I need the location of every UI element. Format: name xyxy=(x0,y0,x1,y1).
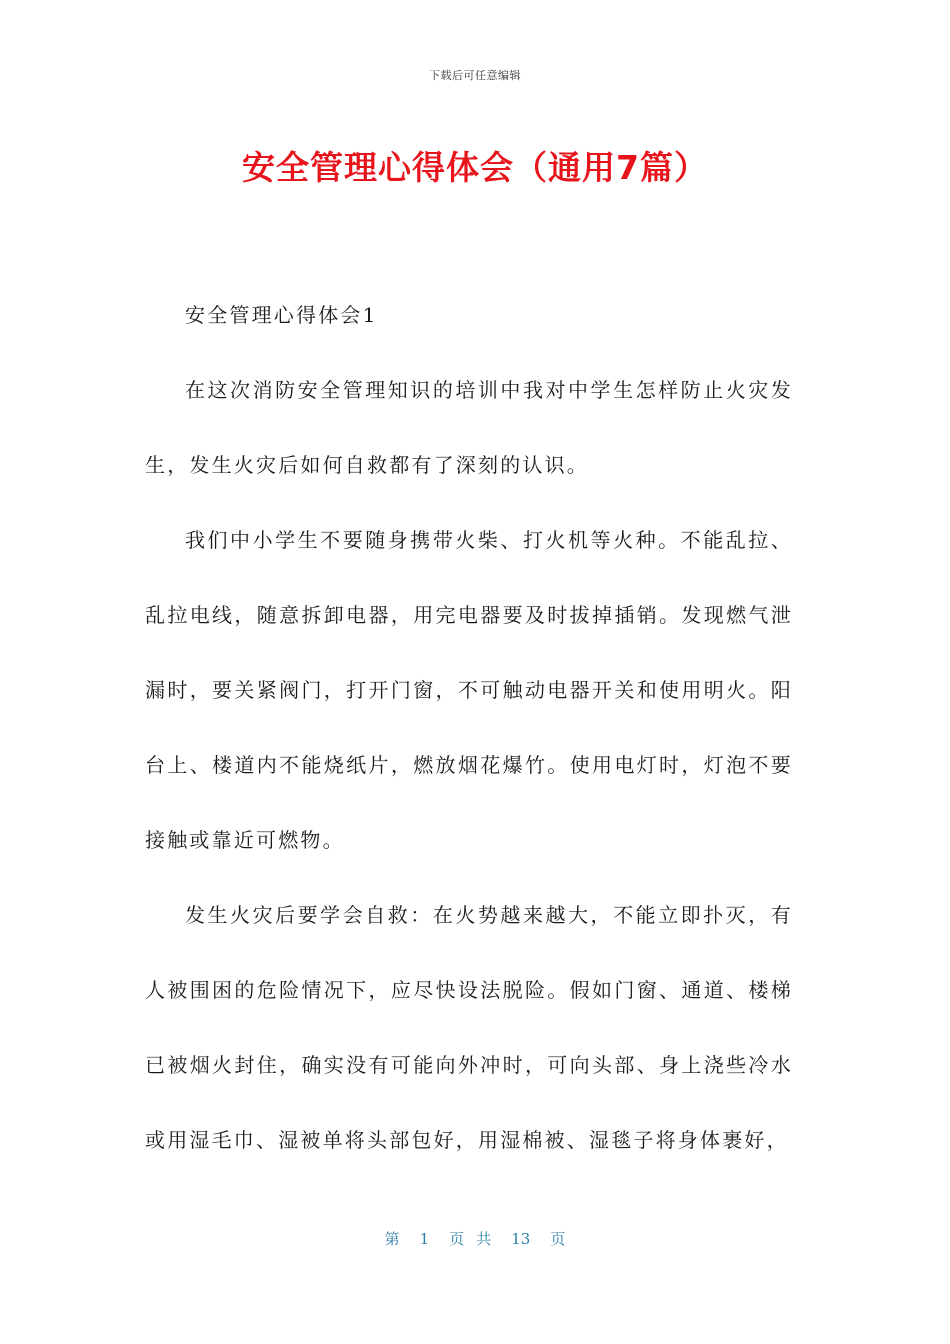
paragraph: 发生火灾后要学会自救：在火势越来越大，不能立即扑灭，有人被围困的危险情况下，应尽快设法脱险。假如门窗、通道、楼梯已被烟火封住，确实没有可能向外冲时，可向头部、身上浇些冷水或用湿毛巾、湿被单将头部包好，用湿棉被、湿毯子将身体裹好， xyxy=(145,903,793,1152)
section-heading: 安全管理心得体会1 xyxy=(185,303,378,327)
footer-page-suffix: 页 xyxy=(449,1230,465,1248)
page-footer xyxy=(0,1228,950,1249)
paragraph: 我们中小学生不要随身携带火柴、打火机等火种。不能乱拉、乱拉电线，随意拆卸电器，用完电器要及时拔掉插销。发现燃气泄漏时，要关紧阀门，打开门窗，不可触动电器开关和使用明火。阳台上、楼道内不能烧纸片，燃放烟花爆竹。使用电灯时，灯泡不要接触或靠近可燃物。 xyxy=(145,528,793,852)
document-body xyxy=(145,278,793,1178)
document-title: 安全管理心得体会（通用7篇） xyxy=(242,148,708,187)
footer-page-number: 1 xyxy=(419,1230,430,1248)
footer-page-prefix: 第 xyxy=(384,1230,400,1248)
paragraph: 在这次消防安全管理知识的培训中我对中学生怎样防止火灾发生，发生火灾后如何自救都有了深刻的认识。 xyxy=(145,378,793,477)
footer-total-suffix: 页 xyxy=(550,1230,566,1248)
footer-total-pages: 13 xyxy=(511,1230,531,1248)
footer-total-prefix: 共 xyxy=(476,1230,492,1248)
header-note: 下载后可任意编辑 xyxy=(429,69,521,82)
